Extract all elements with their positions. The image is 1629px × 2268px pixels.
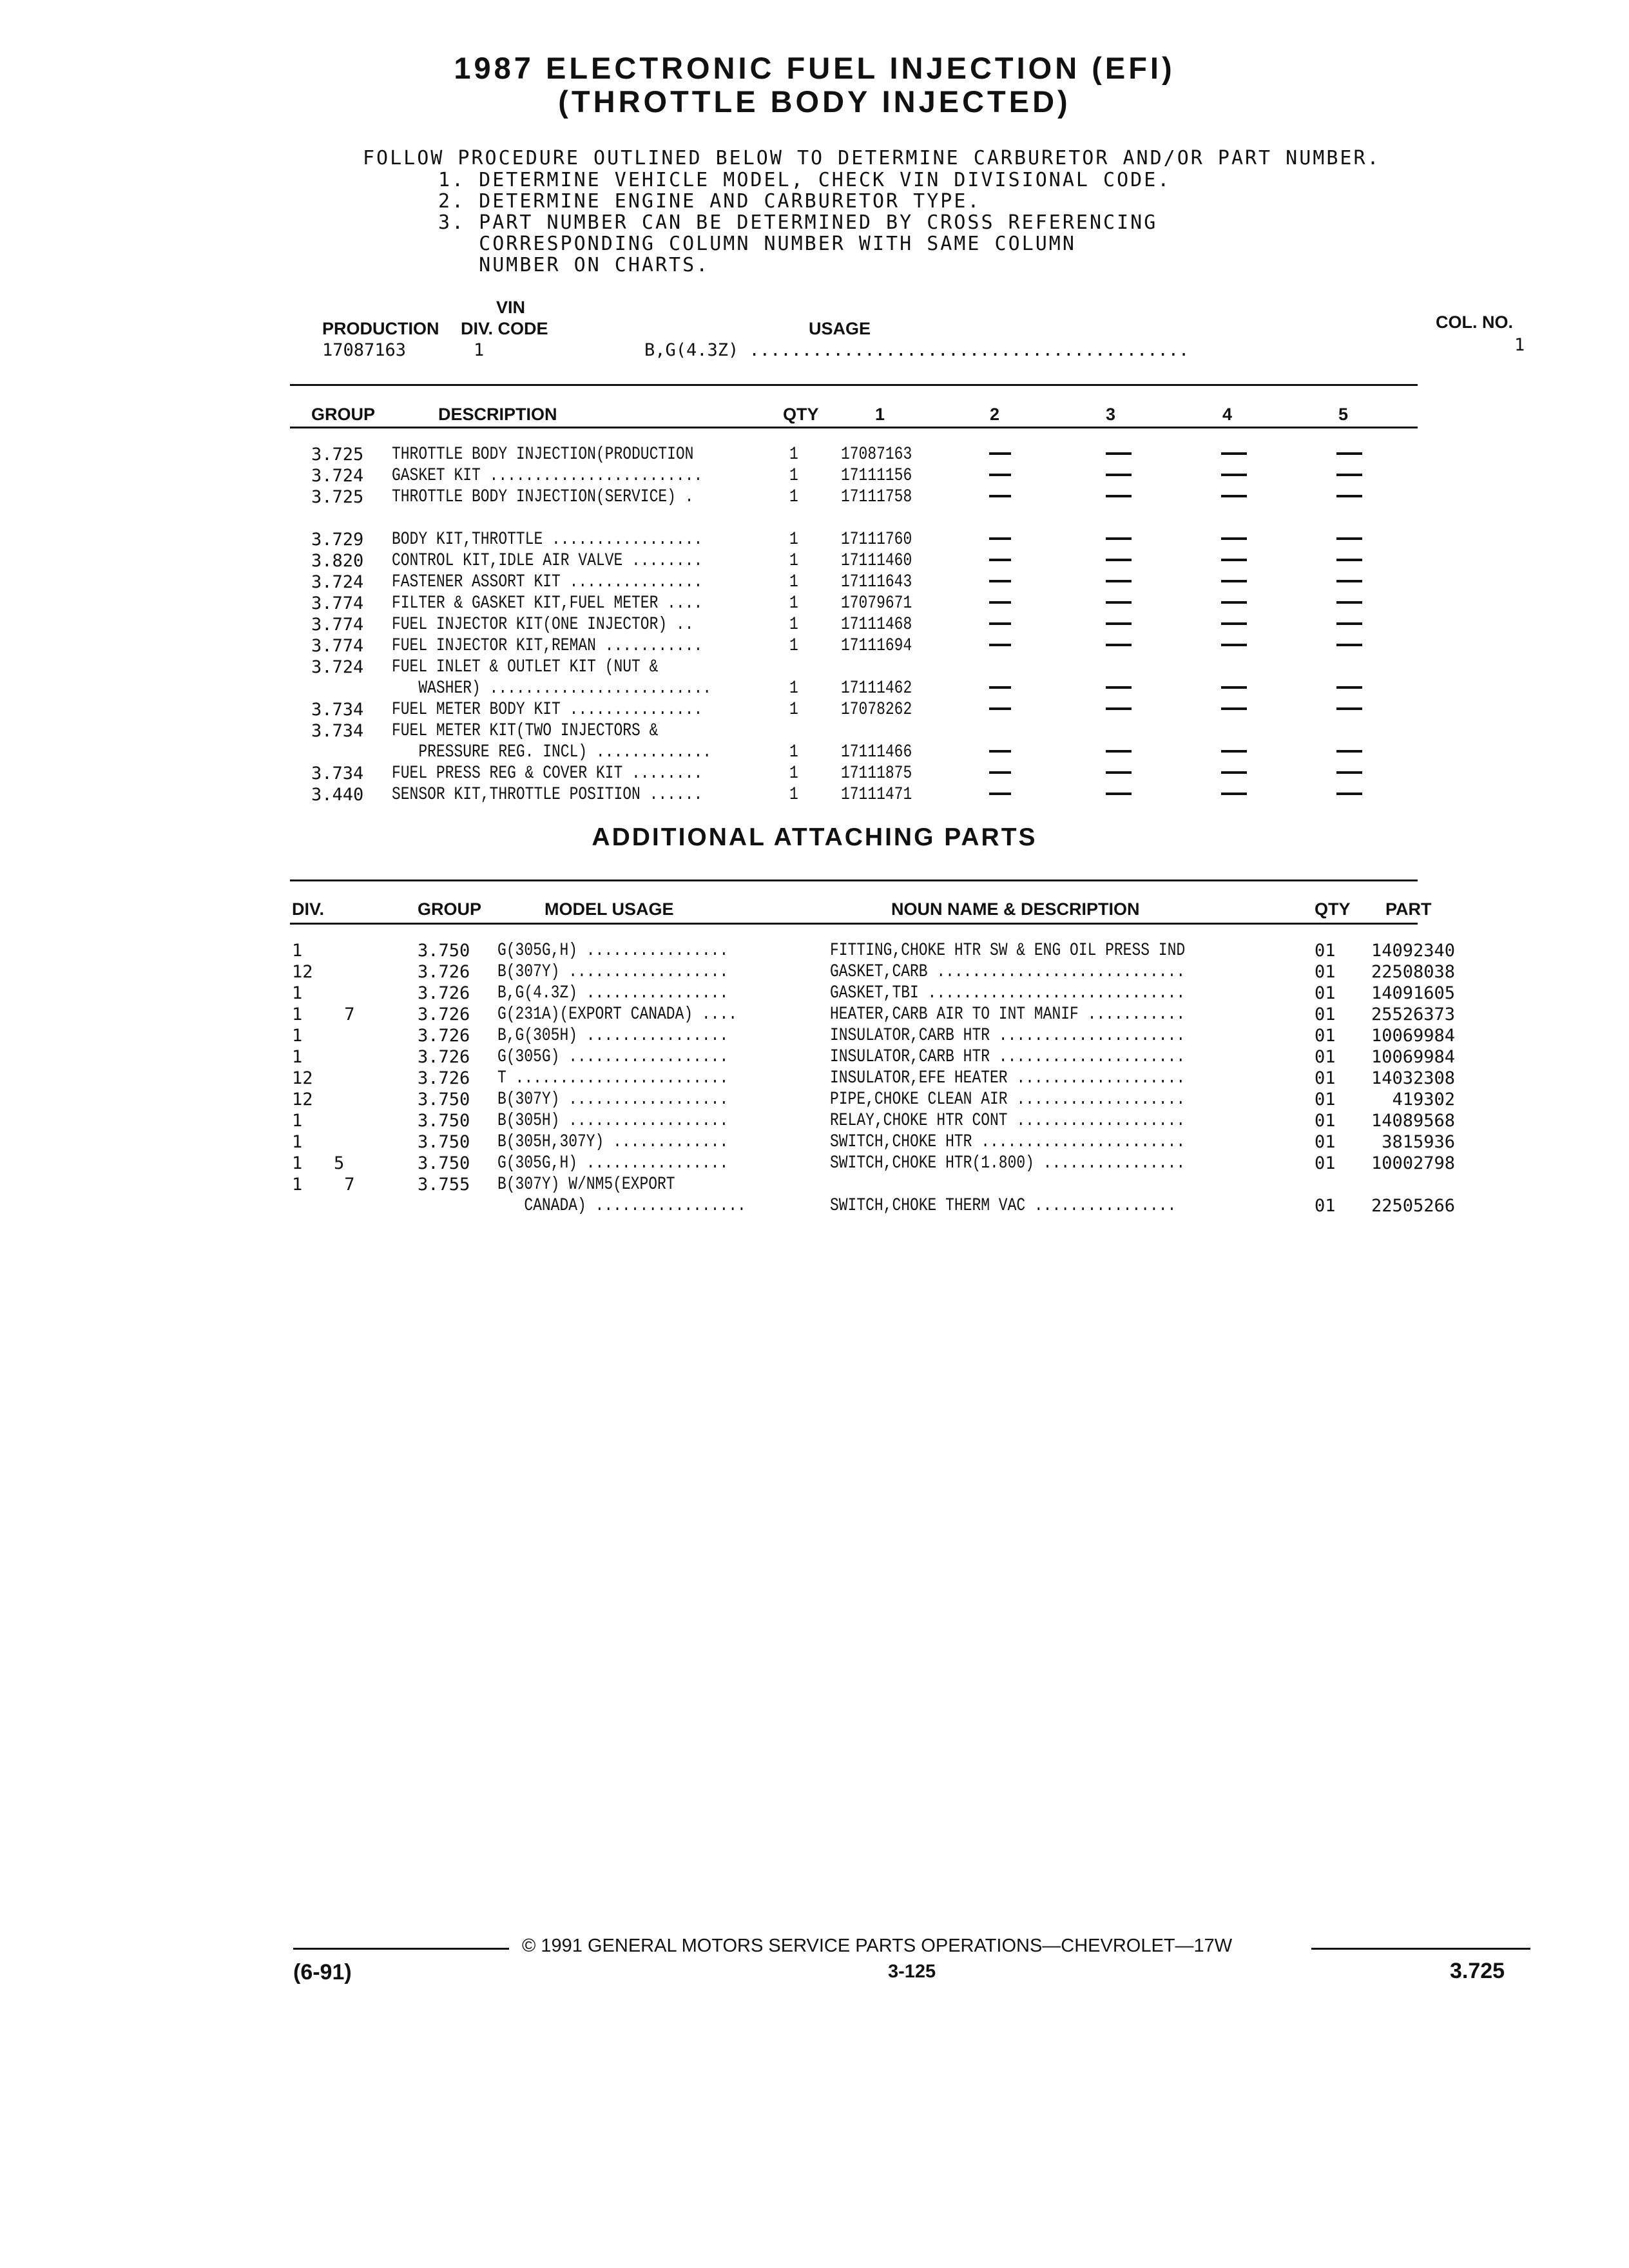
add-group: 3.750 [418, 1111, 470, 1131]
part-qty: 1 [789, 593, 798, 613]
part-description: THROTTLE BODY INJECTION(SERVICE) . [392, 487, 694, 507]
column-dash [1106, 580, 1132, 582]
column-dash [989, 793, 1011, 795]
part-number: 17078262 [841, 700, 912, 720]
add-div: 1 [292, 983, 303, 1003]
column-dash [1336, 559, 1362, 561]
add-model-usage: B(307Y) .................. [497, 1090, 729, 1110]
column-dash [1336, 495, 1362, 497]
column-dash [1221, 750, 1247, 753]
parts-header-rule [290, 427, 1418, 428]
part-number: 17111758 [841, 487, 912, 507]
add-part-number: 22508038 [1371, 962, 1455, 982]
add-part-number: 10069984 [1371, 1047, 1455, 1067]
add-group: 3.726 [418, 1047, 470, 1067]
part-qty: 1 [789, 615, 798, 635]
column-dash [1221, 495, 1247, 497]
part-qty: 1 [789, 466, 798, 486]
part-group: 3.774 [311, 636, 364, 656]
column-dash [1221, 644, 1247, 646]
add-noun-description: FITTING,CHOKE HTR SW & ENG OIL PRESS IND [830, 941, 1186, 961]
add-qty: 01 [1315, 1047, 1336, 1067]
add-part-number: 14092340 [1371, 941, 1455, 961]
intro-step: CORRESPONDING COLUMN NUMBER WITH SAME COLUMN [438, 233, 1076, 255]
column-dash [1336, 474, 1362, 476]
part-description: FASTENER ASSORT KIT ............... [392, 572, 703, 592]
usage-div-code: 1 [474, 340, 485, 360]
column-dash [1221, 707, 1247, 710]
footer-page-number: 3-125 [888, 1961, 936, 1982]
add-noun-description: PIPE,CHOKE CLEAN AIR ................... [830, 1090, 1186, 1110]
column-dash [1106, 644, 1132, 646]
part-description: FUEL METER KIT(TWO INJECTORS & [392, 721, 659, 741]
part-qty: 1 [789, 551, 798, 571]
model-usage-header: MODEL USAGE [545, 899, 674, 919]
part-number: 17111460 [841, 551, 912, 571]
add-noun-description: INSULATOR,CARB HTR ..................... [830, 1047, 1186, 1067]
column-dash [1336, 580, 1362, 582]
column-dash [1106, 537, 1132, 540]
part-group: 3.734 [311, 700, 364, 720]
footer-section-number: 3.725 [1450, 1959, 1505, 1983]
add-part-number: 3815936 [1382, 1132, 1455, 1152]
add-noun-description: INSULATOR,CARB HTR ..................... [830, 1026, 1186, 1046]
add-group: 3.726 [418, 1068, 470, 1088]
column-dash [1106, 707, 1132, 710]
part-description: FUEL INLET & OUTLET KIT (NUT & [392, 657, 659, 677]
add-part-number: 14032308 [1371, 1068, 1455, 1088]
add-qty: 01 [1315, 941, 1336, 961]
add-model-usage: B(305H,307Y) ............. [497, 1132, 729, 1152]
column-dash [989, 537, 1011, 540]
column-dash [1336, 793, 1362, 795]
col4-header: 4 [1222, 405, 1233, 424]
usage-col-no: 1 [1514, 335, 1525, 355]
usage-production: 17087163 [322, 340, 407, 360]
add-qty: 01 [1315, 1132, 1336, 1152]
add-part-number: 14091605 [1371, 983, 1455, 1003]
part-group: 3.440 [311, 785, 364, 805]
add-group: 3.750 [418, 1090, 470, 1110]
add-div: 1 7 [292, 1175, 355, 1195]
div-code-header: DIV. CODE [461, 319, 548, 338]
column-dash [1336, 686, 1362, 689]
column-dash [1221, 559, 1247, 561]
part-qty: 1 [789, 487, 798, 507]
column-dash [1106, 750, 1132, 753]
column-dash [1336, 707, 1362, 710]
intro-step: NUMBER ON CHARTS. [438, 254, 710, 276]
column-dash [989, 750, 1011, 753]
additional-top-rule [290, 879, 1418, 881]
part-description: WASHER) ......................... [392, 678, 712, 698]
add-model-usage: B(307Y) W/NM5(EXPORT [497, 1175, 675, 1195]
part-description: FUEL INJECTOR KIT,REMAN ........... [392, 636, 703, 656]
add-div: 1 5 [292, 1153, 345, 1173]
qty-header: QTY [783, 405, 819, 424]
add-group: 3.750 [418, 1153, 470, 1173]
column-dash [1336, 771, 1362, 774]
column-dash [1106, 793, 1132, 795]
additional-heading: ADDITIONAL ATTACHING PARTS [592, 823, 1037, 851]
part-header: PART [1385, 899, 1432, 919]
column-dash [1336, 622, 1362, 625]
page-title-line2: (THROTTLE BODY INJECTED) [558, 84, 1071, 119]
add-noun-description: RELAY,CHOKE HTR CONT ................... [830, 1111, 1186, 1131]
part-group: 3.734 [311, 721, 364, 741]
column-dash [1106, 622, 1132, 625]
add-group-header: GROUP [418, 899, 482, 919]
add-div: 1 [292, 1047, 303, 1067]
column-dash [1336, 644, 1362, 646]
add-noun-description: SWITCH,CHOKE THERM VAC ................ [830, 1196, 1177, 1216]
part-description: FUEL METER BODY KIT ............... [392, 700, 703, 720]
add-div: 1 [292, 941, 303, 961]
part-qty: 1 [789, 636, 798, 656]
part-qty: 1 [789, 445, 798, 465]
column-dash [989, 644, 1011, 646]
part-number: 17111466 [841, 742, 912, 762]
part-number: 17111462 [841, 678, 912, 698]
column-dash [989, 580, 1011, 582]
part-description: FUEL PRESS REG & COVER KIT ........ [392, 764, 703, 783]
column-dash [1221, 793, 1247, 795]
part-group: 3.729 [311, 530, 364, 550]
add-model-usage: G(305G,H) ................ [497, 1153, 729, 1173]
column-dash [1106, 495, 1132, 497]
add-qty: 01 [1315, 1026, 1336, 1046]
column-dash [989, 452, 1011, 455]
add-qty: 01 [1315, 1153, 1336, 1173]
add-div: 1 [292, 1111, 303, 1131]
column-dash [1106, 771, 1132, 774]
add-part-number: 10002798 [1371, 1153, 1455, 1173]
add-part-number: 14089568 [1371, 1111, 1455, 1131]
intro-lead: FOLLOW PROCEDURE OUTLINED BELOW TO DETERMINE CARBURETOR AND/OR PART NUMBER. [363, 147, 1381, 169]
part-group: 3.724 [311, 466, 364, 486]
noun-header: NOUN NAME & DESCRIPTION [891, 899, 1140, 919]
div-header: DIV. [292, 899, 325, 919]
column-dash [1221, 601, 1247, 604]
column-dash [989, 686, 1011, 689]
description-header: DESCRIPTION [438, 405, 557, 424]
add-group: 3.726 [418, 1026, 470, 1046]
part-qty: 1 [789, 785, 798, 805]
production-header: PRODUCTION [322, 319, 439, 338]
add-group: 3.750 [418, 941, 470, 961]
part-description: BODY KIT,THROTTLE ................. [392, 530, 703, 550]
footer-copyright: © 1991 GENERAL MOTORS SERVICE PARTS OPERATIONS—CHEVROLET—17W [522, 1936, 1233, 1956]
part-group: 3.725 [311, 445, 364, 465]
column-dash [1106, 452, 1132, 455]
add-model-usage: B(307Y) .................. [497, 962, 729, 982]
add-qty: 01 [1315, 1090, 1336, 1110]
footer-left-rule [293, 1948, 509, 1950]
part-description: PRESSURE REG. INCL) ............. [392, 742, 712, 762]
add-noun-description: SWITCH,CHOKE HTR ....................... [830, 1132, 1186, 1152]
part-description: FUEL INJECTOR KIT(ONE INJECTOR) .. [392, 615, 694, 635]
part-description: FILTER & GASKET KIT,FUEL METER .... [392, 593, 703, 613]
column-dash [1336, 750, 1362, 753]
add-group: 3.726 [418, 962, 470, 982]
add-part-number: 10069984 [1371, 1026, 1455, 1046]
add-group: 3.755 [418, 1175, 470, 1195]
add-noun-description: SWITCH,CHOKE HTR(1.800) ................ [830, 1153, 1186, 1173]
add-div: 12 [292, 962, 313, 982]
part-qty: 1 [789, 572, 798, 592]
column-dash [1106, 601, 1132, 604]
add-part-number: 22505266 [1371, 1196, 1455, 1216]
add-div: 1 [292, 1026, 303, 1046]
part-group: 3.820 [311, 551, 364, 571]
add-qty: 01 [1315, 962, 1336, 982]
part-description: THROTTLE BODY INJECTION(PRODUCTION [392, 445, 694, 465]
part-group: 3.724 [311, 657, 364, 677]
add-part-number: 25526373 [1371, 1004, 1455, 1024]
add-model-usage: B(305H) .................. [497, 1111, 729, 1131]
part-group: 3.724 [311, 572, 364, 592]
column-dash [1221, 622, 1247, 625]
part-number: 17111694 [841, 636, 912, 656]
col2-header: 2 [990, 405, 1000, 424]
column-dash [1106, 474, 1132, 476]
additional-header-rule [290, 923, 1418, 925]
add-qty: 01 [1315, 983, 1336, 1003]
add-div: 1 [292, 1132, 303, 1152]
part-qty: 1 [789, 678, 798, 698]
add-group: 3.726 [418, 983, 470, 1003]
add-noun-description: GASKET,TBI ............................. [830, 983, 1186, 1003]
add-group: 3.750 [418, 1132, 470, 1152]
add-model-usage: G(305G) .................. [497, 1047, 729, 1067]
intro-step: 1. DETERMINE VEHICLE MODEL, CHECK VIN DIVISIONAL CODE. [438, 169, 1171, 191]
intro-step: 3. PART NUMBER CAN BE DETERMINED BY CROSS REFERENCING [438, 211, 1158, 234]
group-header: GROUP [311, 405, 376, 424]
add-model-usage: B,G(305H) ................ [497, 1026, 729, 1046]
usage-header: USAGE [809, 319, 871, 338]
part-group: 3.774 [311, 615, 364, 635]
add-model-usage: CANADA) ................. [497, 1196, 746, 1216]
column-dash [1221, 452, 1247, 455]
footer-date: (6-91) [293, 1960, 352, 1984]
part-qty: 1 [789, 764, 798, 783]
column-dash [989, 771, 1011, 774]
add-div: 12 [292, 1068, 313, 1088]
column-dash [1221, 580, 1247, 582]
page-title-line1: 1987 ELECTRONIC FUEL INJECTION (EFI) [454, 51, 1175, 85]
part-description: CONTROL KIT,IDLE AIR VALVE ........ [392, 551, 703, 571]
intro-step: 2. DETERMINE ENGINE AND CARBURETOR TYPE. [438, 190, 981, 213]
column-dash [989, 601, 1011, 604]
vin-header: VIN [496, 298, 526, 317]
part-number: 17111643 [841, 572, 912, 592]
column-dash [1221, 686, 1247, 689]
add-qty: 01 [1315, 1068, 1336, 1088]
add-div: 12 [292, 1090, 313, 1110]
part-number: 17111468 [841, 615, 912, 635]
part-group: 3.774 [311, 593, 364, 613]
add-model-usage: G(231A)(EXPORT CANADA) .... [497, 1004, 738, 1024]
part-number: 17111760 [841, 530, 912, 550]
part-qty: 1 [789, 742, 798, 762]
part-group: 3.734 [311, 764, 364, 783]
column-dash [1221, 474, 1247, 476]
part-number: 17111471 [841, 785, 912, 805]
usage-text: B,G(4.3Z) .......................................... [644, 340, 1190, 360]
add-div: 1 7 [292, 1004, 355, 1024]
footer-right-rule [1311, 1948, 1530, 1950]
add-group: 3.726 [418, 1004, 470, 1024]
part-qty: 1 [789, 700, 798, 720]
column-dash [1336, 537, 1362, 540]
part-number: 17111875 [841, 764, 912, 783]
part-description: SENSOR KIT,THROTTLE POSITION ...... [392, 785, 703, 805]
part-description: GASKET KIT ........................ [392, 466, 703, 486]
column-dash [989, 622, 1011, 625]
add-qty: 01 [1315, 1196, 1336, 1216]
part-number: 17111156 [841, 466, 912, 486]
part-number: 17079671 [841, 593, 912, 613]
col3-header: 3 [1106, 405, 1116, 424]
add-model-usage: G(305G,H) ................ [497, 941, 729, 961]
part-qty: 1 [789, 530, 798, 550]
column-dash [1221, 771, 1247, 774]
column-dash [989, 495, 1011, 497]
add-model-usage: B,G(4.3Z) ................ [497, 983, 729, 1003]
column-dash [1106, 686, 1132, 689]
add-model-usage: T ........................ [497, 1068, 729, 1088]
column-dash [1336, 601, 1362, 604]
column-dash [989, 707, 1011, 710]
add-noun-description: INSULATOR,EFE HEATER ................... [830, 1068, 1186, 1088]
add-noun-description: GASKET,CARB ............................ [830, 962, 1186, 982]
col1-header: 1 [875, 405, 885, 424]
add-qty: 01 [1315, 1004, 1336, 1024]
add-qty: 01 [1315, 1111, 1336, 1131]
parts-top-rule [290, 384, 1418, 386]
column-dash [989, 474, 1011, 476]
add-noun-description: HEATER,CARB AIR TO INT MANIF ........... [830, 1004, 1186, 1024]
column-dash [989, 559, 1011, 561]
part-group: 3.725 [311, 487, 364, 507]
column-dash [1336, 452, 1362, 455]
col-no-header: COL. NO. [1436, 312, 1513, 332]
col5-header: 5 [1338, 405, 1349, 424]
column-dash [1106, 559, 1132, 561]
add-part-number: 419302 [1392, 1090, 1455, 1110]
add-qty-header: QTY [1315, 899, 1351, 919]
part-number: 17087163 [841, 445, 912, 465]
column-dash [1221, 537, 1247, 540]
